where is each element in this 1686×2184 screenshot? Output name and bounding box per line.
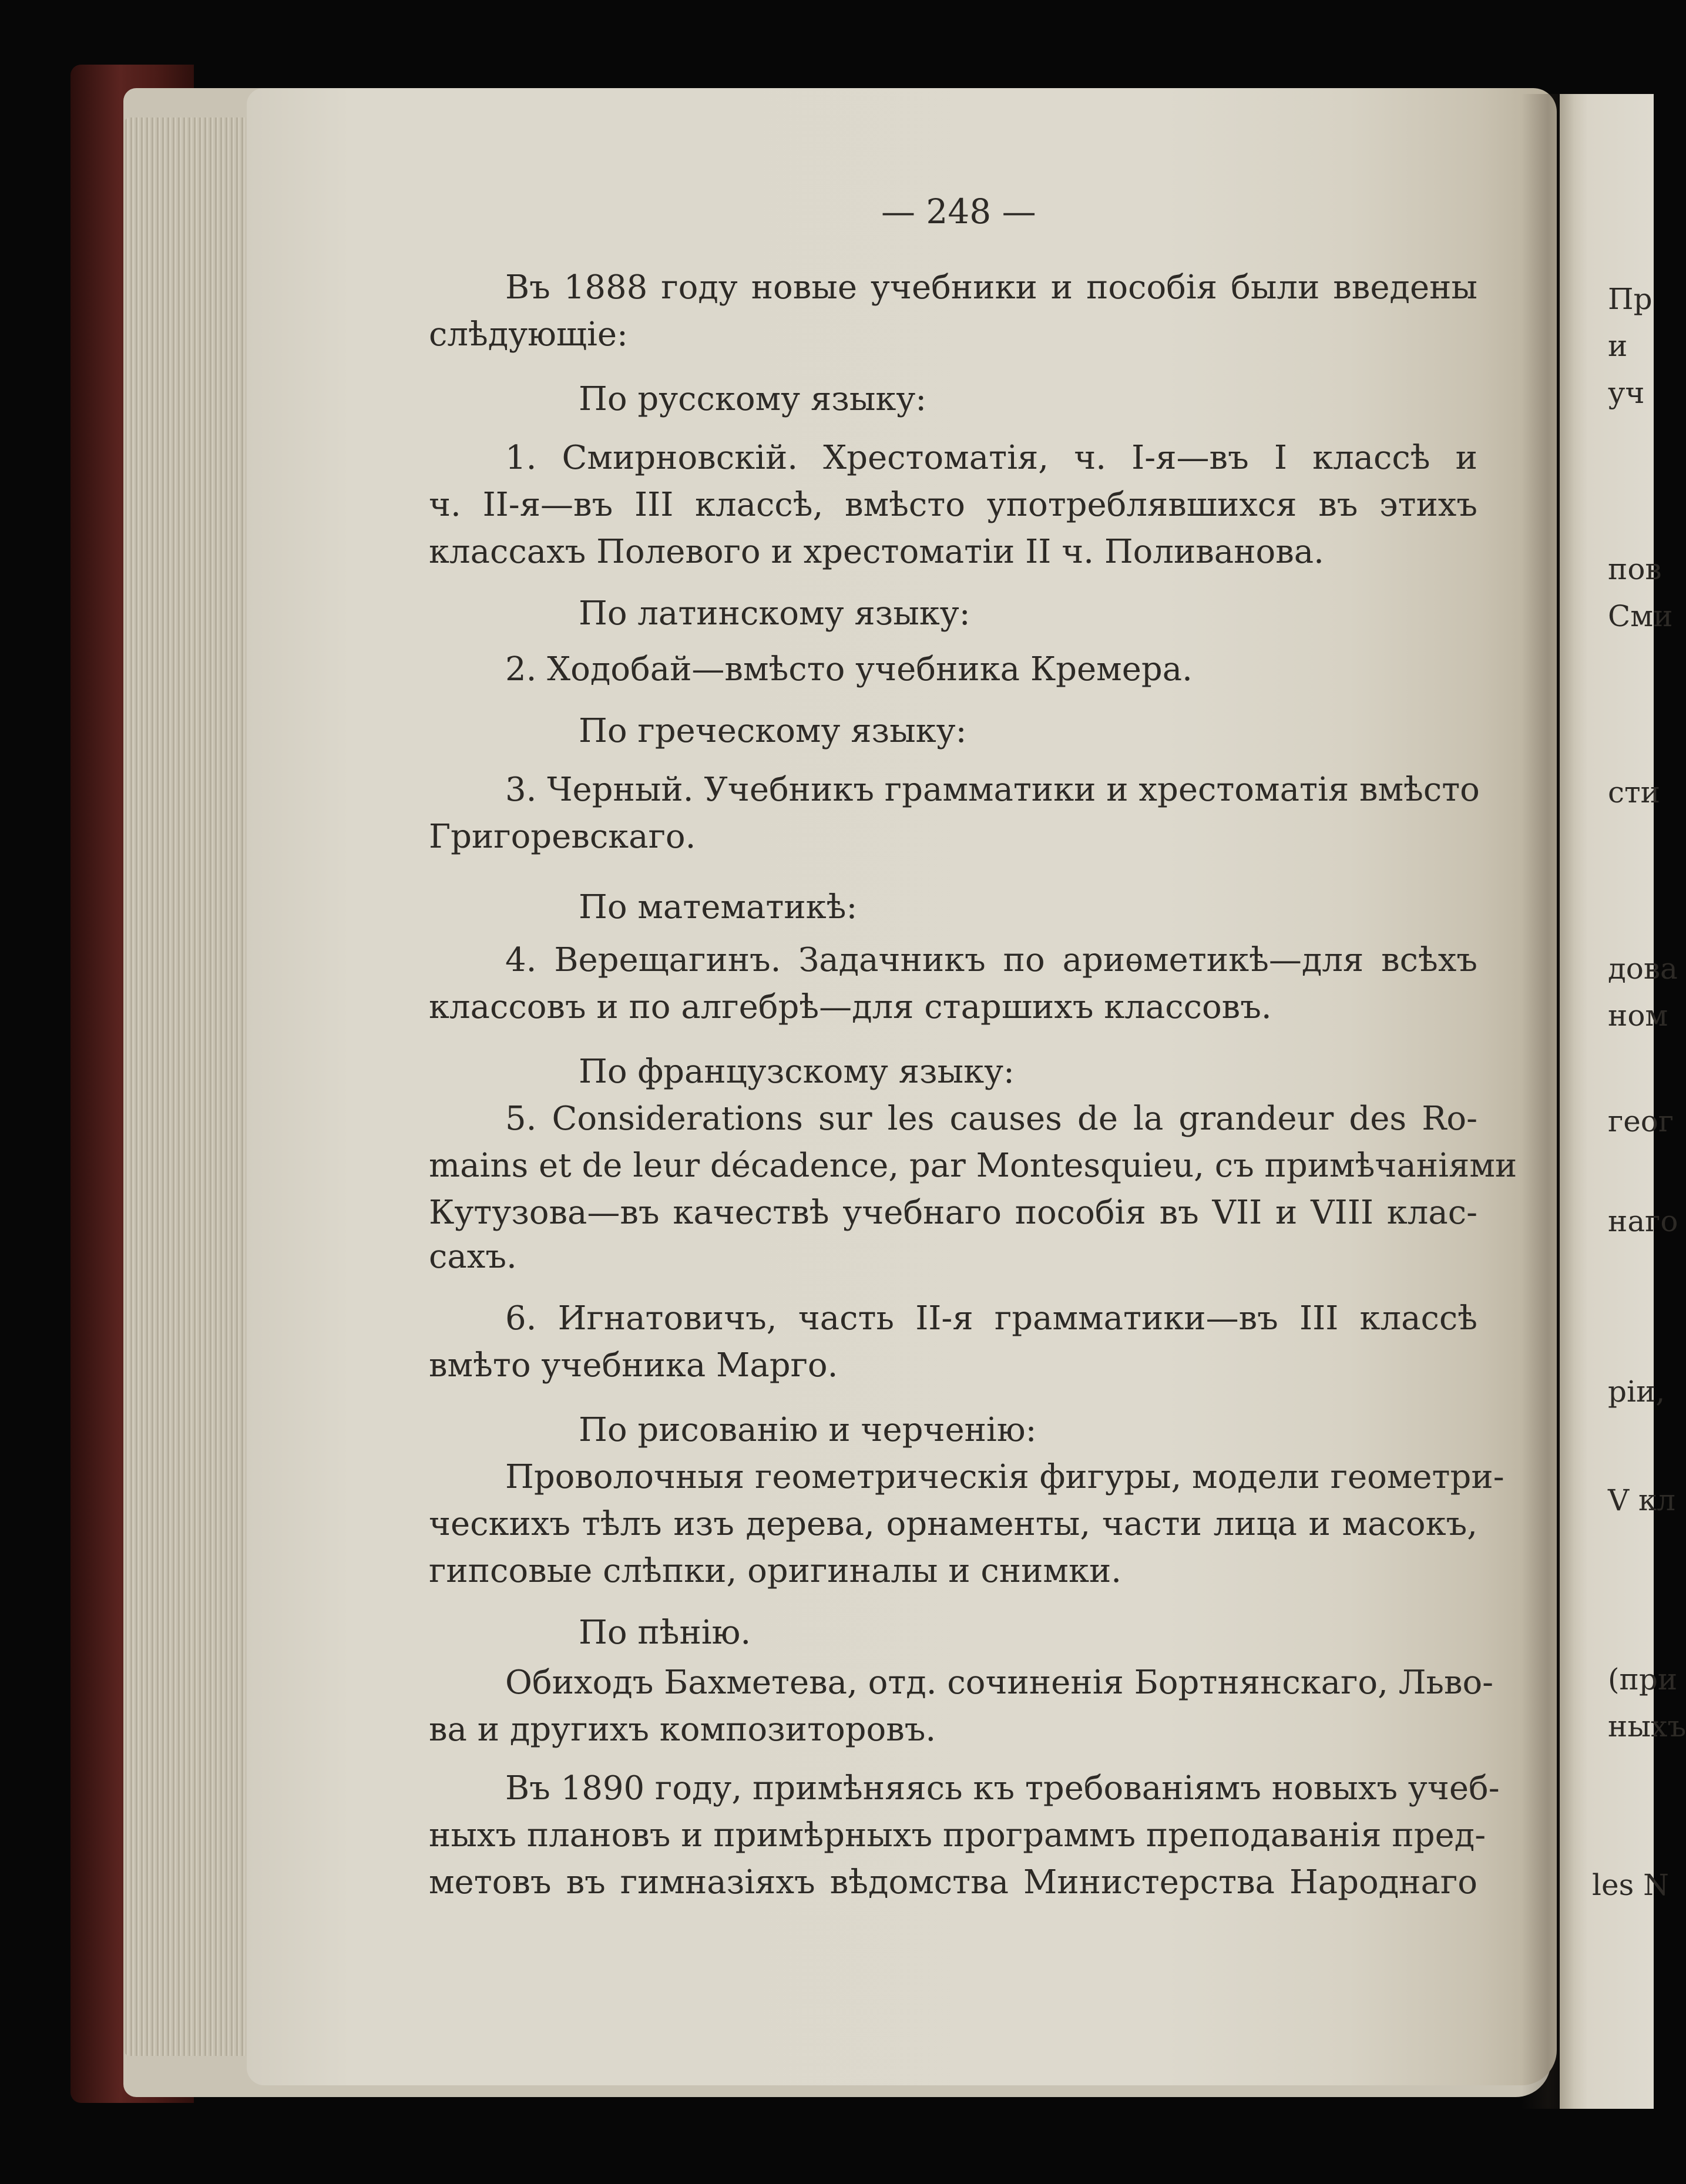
- section-heading: По рисованію и черченію:: [579, 1411, 1037, 1449]
- text-line: классовъ и по алгебрѣ—для старшихъ классовъ.: [429, 988, 1272, 1026]
- facing-page-fragment: сти: [1608, 775, 1660, 809]
- facing-page-fragment: ріи,: [1608, 1375, 1665, 1409]
- text-line: метовъ въ гимназіяхъ вѣдомства Министерства Народнаго: [429, 1863, 1477, 1901]
- facing-page-fragment: les N: [1592, 1868, 1669, 1902]
- section-heading: По русскому языку:: [579, 380, 927, 418]
- text-line: ныхъ плановъ и примѣрныхъ программъ преподаванія пред-: [429, 1816, 1486, 1854]
- text-line: Въ 1888 году новые учебники и пособія были введены: [505, 268, 1477, 307]
- text-line: 1. Смирновскій. Хрестоматія, ч. І-я—въ І классѣ и: [505, 439, 1477, 477]
- text-line: гипсовые слѣпки, оригиналы и снимки.: [429, 1552, 1122, 1590]
- text-line: Обиходъ Бахметева, отд. сочиненія Бортнянскаго, Льво-: [505, 1664, 1494, 1702]
- section-heading: По латинскому языку:: [579, 594, 970, 633]
- facing-page-fragment: наго: [1608, 1204, 1678, 1238]
- section-heading: По греческому языку:: [579, 712, 967, 750]
- text-line: ч. ІІ-я—въ ІІІ классѣ, вмѣсто употреблявшихся въ этихъ: [429, 486, 1477, 524]
- facing-page-fragment: дова: [1608, 952, 1678, 986]
- section-heading: По математикѣ:: [579, 888, 858, 926]
- facing-page-fragment: V кл: [1608, 1483, 1676, 1517]
- facing-page-fragment: (при: [1608, 1662, 1678, 1696]
- text-line: сахъ.: [429, 1238, 517, 1276]
- section-heading: По французскому языку:: [579, 1053, 1015, 1091]
- facing-page-fragment: Пр: [1608, 282, 1653, 316]
- text-line: mains et de leur décadence, par Montesquieu, съ примѣчаніями: [429, 1147, 1517, 1185]
- text-line: 5. Considerations sur les causes de la grandeur des Ro-: [505, 1100, 1477, 1138]
- text-line: 4. Верещагинъ. Задачникъ по ариѳметикѣ—для всѣхъ: [505, 941, 1477, 979]
- text-line: 2. Ходобай—вмѣсто учебника Кремера.: [505, 650, 1193, 688]
- text-line: Въ 1890 году, примѣняясь къ требованіямъ новыхъ учеб-: [505, 1769, 1500, 1807]
- facing-page-fragment: геог: [1608, 1104, 1674, 1138]
- text-line: слѣдующіе:: [429, 315, 628, 354]
- section-heading: По пѣнію.: [579, 1614, 751, 1652]
- text-line: ва и другихъ композиторовъ.: [429, 1711, 936, 1749]
- text-line: классахъ Полевого и хрестоматіи ІІ ч. Поливанова.: [429, 533, 1324, 571]
- facing-page-fragment: ныхъ: [1608, 1709, 1686, 1743]
- facing-page-fragment: ном: [1608, 999, 1668, 1033]
- facing-page-fragment: пов: [1608, 552, 1662, 586]
- text-line: вмѣто учебника Марго.: [429, 1346, 838, 1385]
- text-line: 6. Игнатовичъ, часть ІІ-я грамматики—въ ІІІ классѣ: [505, 1299, 1477, 1338]
- text-line: Кутузова—въ качествѣ учебнаго пособія въ VII и VIII клас-: [429, 1194, 1477, 1232]
- facing-page-fragment: и: [1608, 329, 1628, 363]
- text-line: Григоревскаго.: [429, 818, 696, 856]
- text-line: 3. Черный. Учебникъ грамматики и хрестоматія вмѣсто: [505, 771, 1480, 809]
- facing-page-fragment: Сми: [1608, 599, 1673, 633]
- text-line: Проволочныя геометрическія фигуры, модели геометри-: [505, 1458, 1504, 1496]
- page-number: — 248 —: [881, 191, 1036, 231]
- facing-page-fragment: уч: [1608, 376, 1645, 410]
- text-line: ческихъ тѣлъ изъ дерева, орнаменты, части лица и масокъ,: [429, 1505, 1477, 1543]
